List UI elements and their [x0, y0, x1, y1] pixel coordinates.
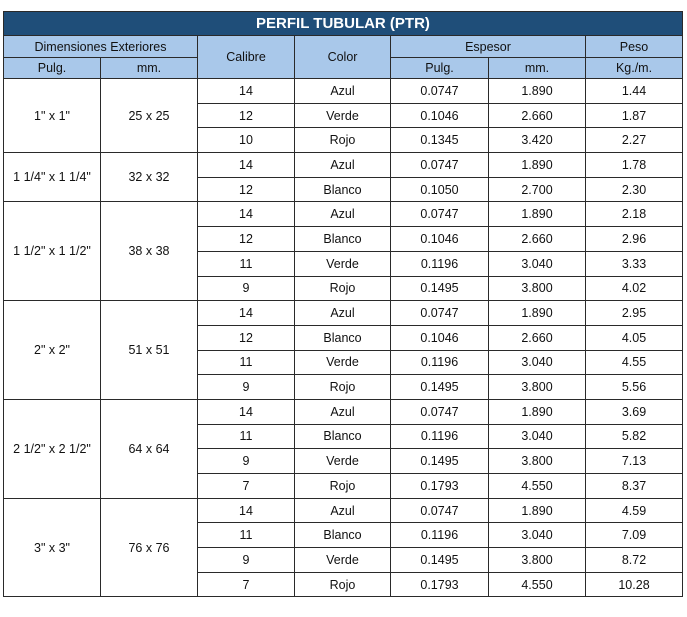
peso-cell: 4.59	[586, 498, 683, 523]
dim-pulg-cell: 2 1/2" x 2 1/2"	[4, 399, 101, 498]
header-peso-unit: Kg./m.	[586, 58, 683, 79]
peso-cell: 2.96	[586, 227, 683, 252]
color-cell: Azul	[295, 399, 391, 424]
calibre-cell: 9	[198, 548, 295, 573]
calibre-cell: 12	[198, 103, 295, 128]
table-row	[4, 399, 683, 424]
peso-cell: 4.05	[586, 325, 683, 350]
color-cell: Rojo	[295, 276, 391, 301]
color-cell: Azul	[295, 202, 391, 227]
color-cell: Verde	[295, 103, 391, 128]
color-cell: Blanco	[295, 177, 391, 202]
calibre-cell: 14	[198, 301, 295, 326]
peso-cell: 1.87	[586, 103, 683, 128]
peso-cell: 7.09	[586, 523, 683, 548]
calibre-cell: 12	[198, 227, 295, 252]
color-cell: Rojo	[295, 572, 391, 597]
table-body	[4, 79, 683, 597]
peso-cell: 2.18	[586, 202, 683, 227]
espesor-pulg-cell: 0.0747	[391, 498, 489, 523]
header-espesor: Espesor	[391, 36, 586, 58]
espesor-mm-cell: 1.890	[489, 153, 586, 178]
espesor-pulg-cell: 0.1495	[391, 449, 489, 474]
espesor-pulg-cell: 0.0747	[391, 202, 489, 227]
calibre-cell: 7	[198, 474, 295, 499]
peso-cell: 2.30	[586, 177, 683, 202]
peso-cell: 8.72	[586, 548, 683, 573]
espesor-mm-cell: 3.040	[489, 251, 586, 276]
dim-pulg-cell: 2" x 2"	[4, 301, 101, 400]
espesor-pulg-cell: 0.1345	[391, 128, 489, 153]
calibre-cell: 12	[198, 325, 295, 350]
table-row	[4, 202, 683, 227]
espesor-pulg-cell: 0.0747	[391, 79, 489, 104]
calibre-cell: 11	[198, 523, 295, 548]
peso-cell: 4.55	[586, 350, 683, 375]
dim-mm-cell: 32 x 32	[101, 153, 198, 202]
calibre-cell: 14	[198, 498, 295, 523]
color-cell: Verde	[295, 350, 391, 375]
color-cell: Blanco	[295, 325, 391, 350]
peso-cell: 2.27	[586, 128, 683, 153]
espesor-pulg-cell: 0.1196	[391, 251, 489, 276]
espesor-mm-cell: 1.890	[489, 202, 586, 227]
espesor-pulg-cell: 0.1046	[391, 325, 489, 350]
calibre-cell: 10	[198, 128, 295, 153]
espesor-mm-cell: 2.700	[489, 177, 586, 202]
peso-cell: 8.37	[586, 474, 683, 499]
ptr-table	[3, 11, 683, 597]
peso-cell: 3.69	[586, 399, 683, 424]
dim-pulg-cell: 1" x 1"	[4, 79, 101, 153]
header-espesor-mm: mm.	[489, 58, 586, 79]
header-dim-pulg: Pulg.	[4, 58, 101, 79]
espesor-mm-cell: 1.890	[489, 301, 586, 326]
header-calibre: Calibre	[198, 36, 295, 79]
dim-pulg-cell: 1 1/4" x 1 1/4"	[4, 153, 101, 202]
color-cell: Verde	[295, 251, 391, 276]
calibre-cell: 14	[198, 79, 295, 104]
espesor-mm-cell: 2.660	[489, 103, 586, 128]
espesor-mm-cell: 3.800	[489, 449, 586, 474]
espesor-pulg-cell: 0.1793	[391, 474, 489, 499]
espesor-pulg-cell: 0.1495	[391, 276, 489, 301]
table-row	[4, 153, 683, 178]
calibre-cell: 11	[198, 251, 295, 276]
calibre-cell: 14	[198, 202, 295, 227]
color-cell: Verde	[295, 548, 391, 573]
dim-mm-cell: 38 x 38	[101, 202, 198, 301]
dim-mm-cell: 64 x 64	[101, 399, 198, 498]
espesor-pulg-cell: 0.1046	[391, 103, 489, 128]
peso-cell: 5.56	[586, 375, 683, 400]
dim-pulg-cell: 3" x 3"	[4, 498, 101, 597]
calibre-cell: 9	[198, 276, 295, 301]
color-cell: Blanco	[295, 227, 391, 252]
peso-cell: 4.02	[586, 276, 683, 301]
dim-mm-cell: 76 x 76	[101, 498, 198, 597]
color-cell: Rojo	[295, 128, 391, 153]
header-peso: Peso	[586, 36, 683, 58]
espesor-mm-cell: 3.800	[489, 375, 586, 400]
calibre-cell: 14	[198, 399, 295, 424]
espesor-mm-cell: 3.800	[489, 548, 586, 573]
table-row	[4, 498, 683, 523]
peso-cell: 2.95	[586, 301, 683, 326]
color-cell: Azul	[295, 498, 391, 523]
dim-mm-cell: 51 x 51	[101, 301, 198, 400]
peso-cell: 5.82	[586, 424, 683, 449]
header-dim-mm: mm.	[101, 58, 198, 79]
espesor-pulg-cell: 0.0747	[391, 301, 489, 326]
espesor-mm-cell: 2.660	[489, 227, 586, 252]
calibre-cell: 11	[198, 350, 295, 375]
espesor-mm-cell: 3.040	[489, 424, 586, 449]
color-cell: Azul	[295, 301, 391, 326]
dim-pulg-cell: 1 1/2" x 1 1/2"	[4, 202, 101, 301]
header-dimensiones: Dimensiones Exteriores	[4, 36, 198, 58]
peso-cell: 3.33	[586, 251, 683, 276]
espesor-mm-cell: 3.800	[489, 276, 586, 301]
color-cell: Azul	[295, 153, 391, 178]
table-title: PERFIL TUBULAR (PTR)	[4, 12, 683, 36]
color-cell: Azul	[295, 79, 391, 104]
calibre-cell: 11	[198, 424, 295, 449]
ptr-table-container	[3, 11, 683, 597]
peso-cell: 7.13	[586, 449, 683, 474]
peso-cell: 10.28	[586, 572, 683, 597]
espesor-pulg-cell: 0.0747	[391, 399, 489, 424]
dim-mm-cell: 25 x 25	[101, 79, 198, 153]
espesor-mm-cell: 1.890	[489, 79, 586, 104]
espesor-pulg-cell: 0.1196	[391, 350, 489, 375]
color-cell: Verde	[295, 449, 391, 474]
peso-cell: 1.44	[586, 79, 683, 104]
espesor-pulg-cell: 0.1793	[391, 572, 489, 597]
calibre-cell: 9	[198, 449, 295, 474]
calibre-cell: 9	[198, 375, 295, 400]
header-color: Color	[295, 36, 391, 79]
espesor-mm-cell: 1.890	[489, 498, 586, 523]
espesor-mm-cell: 3.040	[489, 350, 586, 375]
espesor-pulg-cell: 0.1495	[391, 548, 489, 573]
espesor-mm-cell: 3.040	[489, 523, 586, 548]
espesor-pulg-cell: 0.1050	[391, 177, 489, 202]
espesor-pulg-cell: 0.1046	[391, 227, 489, 252]
peso-cell: 1.78	[586, 153, 683, 178]
calibre-cell: 12	[198, 177, 295, 202]
espesor-mm-cell: 4.550	[489, 474, 586, 499]
table-row	[4, 79, 683, 104]
espesor-pulg-cell: 0.1495	[391, 375, 489, 400]
espesor-pulg-cell: 0.1196	[391, 523, 489, 548]
calibre-cell: 14	[198, 153, 295, 178]
espesor-pulg-cell: 0.0747	[391, 153, 489, 178]
color-cell: Rojo	[295, 474, 391, 499]
espesor-mm-cell: 4.550	[489, 572, 586, 597]
calibre-cell: 7	[198, 572, 295, 597]
espesor-mm-cell: 2.660	[489, 325, 586, 350]
espesor-mm-cell: 3.420	[489, 128, 586, 153]
color-cell: Rojo	[295, 375, 391, 400]
espesor-pulg-cell: 0.1196	[391, 424, 489, 449]
color-cell: Blanco	[295, 523, 391, 548]
header-espesor-pulg: Pulg.	[391, 58, 489, 79]
color-cell: Blanco	[295, 424, 391, 449]
espesor-mm-cell: 1.890	[489, 399, 586, 424]
table-row	[4, 301, 683, 326]
